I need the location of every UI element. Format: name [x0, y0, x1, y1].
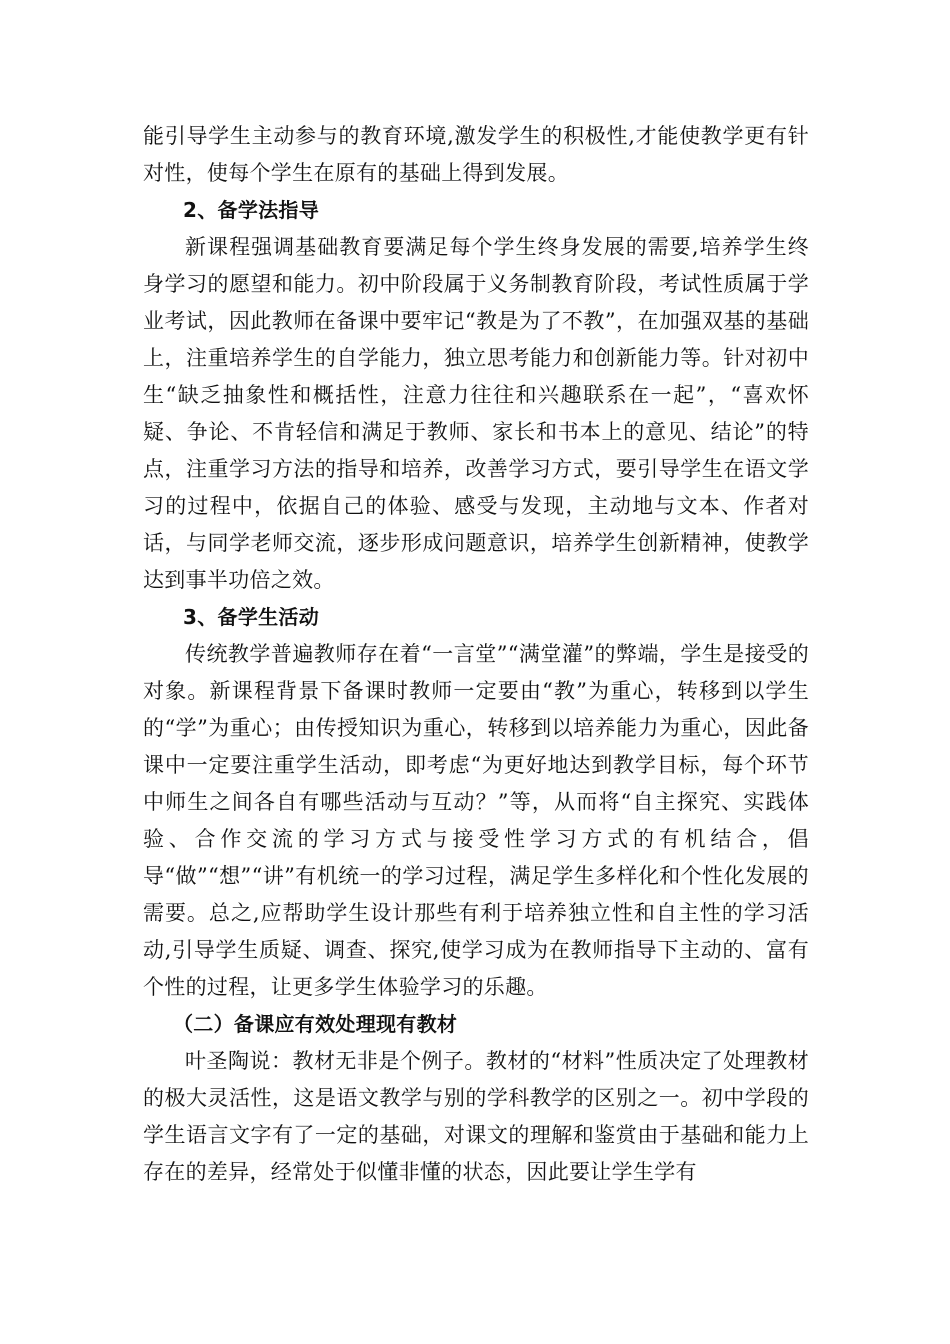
section-heading-study-method: 2、备学法指导 [183, 198, 320, 222]
section-heading-student-activity: 3、备学生活动 [183, 605, 320, 629]
paragraph-student-activity: 传统教学普遍教师存在着“一言堂”“满堂灌”的弊端，学生是接受的对象。新课程背景下备课时教师一定要由“教”为重心，转移到以学生的“学”为重心；由传授知识为重心，转移到以培养能力为重心，因此备课中一定要注重学生活动，即考虑“为更好地达到教学目标，每个环节中师生之间各自有哪些活动与互动？”等，从而将“自主探究、实践体验、合作交流的学习方式与接受性学习方式的有机结合，倡导“做”“想”“讲”有机统一的学习过程，满足学生多样化和个性化发展的需要。总之,应帮助学生设计那些有利于培养独立性和自主性的学习活动,引导学生质疑、调查、探究,使学习成为在教师指导下主动的、富有个性的过程，让更多学生体验学习的乐趣。 [143, 642, 809, 999]
paragraph-study-method: 新课程强调基础教育要满足每个学生终身发展的需要,培养学生终身学习的愿望和能力。初中阶段属于义务制教育阶段，考试性质属于学业考试，因此教师在备课中要牢记“教是为了不教”，在加强双基的基础上，注重培养学生的自学能力，独立思考能力和创新能力等。针对初中生“缺乏抽象性和概括性，注意力往往和兴趣联系在一起”，“喜欢怀疑、争论、不肯轻信和满足于教师、家长和书本上的意见、结论”的特点，注重学习方法的指导和培养，改善学习方式，要引导学生在语文学习的过程中，依据自己的体验、感受与发现，主动地与文本、作者对话，与同学老师交流，逐步形成问题意识，培养学生创新精神，使教学达到事半功倍之效。 [143, 235, 809, 592]
section-heading-textbook: （二）备课应有效处理现有教材 [173, 1012, 458, 1036]
paragraph-textbook: 叶圣陶说：教材无非是个例子。教材的“材料”性质决定了处理教材的极大灵活性，这是语文教学与别的学科教学的区别之一。初中学段的学生语言文字有了一定的基础，对课文的理解和鉴赏由于基础和能力上存在的差异，经常处于似懂非懂的状态，因此要让学生学有 [143, 1049, 809, 1184]
document-body [143, 118, 809, 1191]
paragraph-continuation: 能引导学生主动参与的教育环境,激发学生的积极性,才能使教学更有针对性，使每个学生在原有的基础上得到发展。 [143, 124, 809, 185]
